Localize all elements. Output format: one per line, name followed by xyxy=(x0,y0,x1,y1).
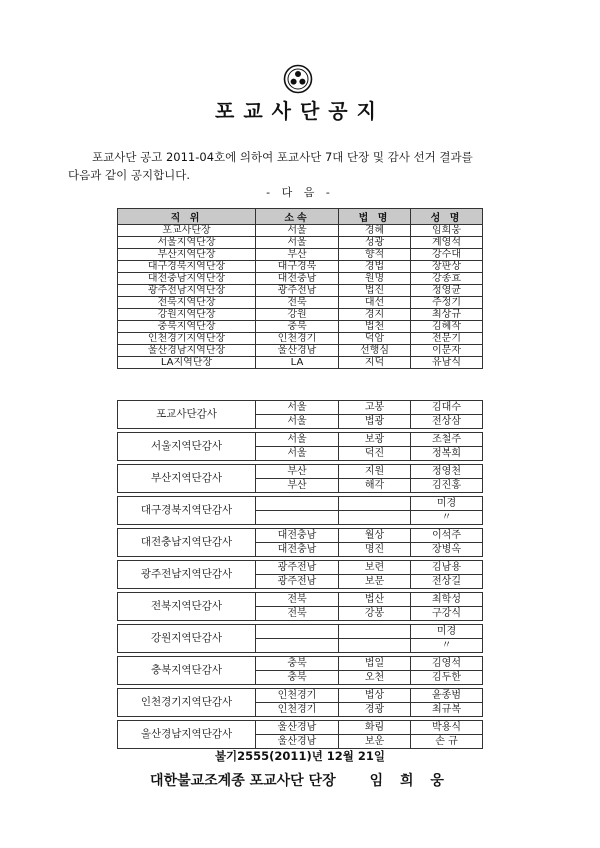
cell-name: 미경 xyxy=(411,497,483,511)
cell-name: 윤종범 xyxy=(411,689,483,703)
header-name: 성 명 xyxy=(411,209,483,225)
cell-name: 김혜작 xyxy=(411,321,483,333)
cell-name: 최규복 xyxy=(411,703,483,717)
cell-name: 미경 xyxy=(411,625,483,639)
cell-dharma-name: 덕암 xyxy=(339,333,411,345)
intro-line-2: 다음과 같이 공지합니다. xyxy=(68,168,191,182)
cell-affiliation: 충북 xyxy=(256,671,339,685)
cell-affiliation: 인천경기 xyxy=(256,689,339,703)
table-row xyxy=(118,593,483,607)
cell-position: 광주전남지역단장 xyxy=(118,285,256,297)
table-row xyxy=(118,721,483,735)
cell-dharma-name: 지덕 xyxy=(339,357,411,369)
cell-affiliation xyxy=(256,639,339,653)
cell-affiliation: 전북 xyxy=(256,593,339,607)
cell-affiliation: 울산경남 xyxy=(256,721,339,735)
cell-dharma-name: 법산 xyxy=(339,593,411,607)
cell-name: 임희웅 xyxy=(411,225,483,237)
cell-affiliation: 전북 xyxy=(256,297,339,309)
cell-name: 조철주 xyxy=(411,433,483,447)
cell-name: 김대수 xyxy=(411,401,483,415)
table-row xyxy=(118,273,483,285)
cell-dharma-name: 보련 xyxy=(339,561,411,575)
cell-position: 광주전남지역단감사 xyxy=(118,561,256,589)
cell-dharma-name: 법천 xyxy=(339,321,411,333)
cell-affiliation: 서울 xyxy=(256,433,339,447)
cell-affiliation xyxy=(256,497,339,511)
cell-affiliation: 인천경기 xyxy=(256,703,339,717)
cell-name: 김진홍 xyxy=(411,479,483,493)
table-row xyxy=(118,285,483,297)
cell-affiliation: 서울 xyxy=(256,447,339,461)
cell-name: 〃 xyxy=(411,639,483,653)
cell-dharma-name: 덕진 xyxy=(339,447,411,461)
cell-affiliation: 대구경북 xyxy=(256,261,339,273)
cell-name: 정영천 xyxy=(411,465,483,479)
auditors-table xyxy=(117,400,483,749)
cell-dharma-name: 보문 xyxy=(339,575,411,589)
cell-dharma-name: 향적 xyxy=(339,249,411,261)
table-row xyxy=(118,225,483,237)
cell-name: 손 규 xyxy=(411,735,483,749)
cell-affiliation: 대전충남 xyxy=(256,273,339,285)
cell-position: 강원지역단감사 xyxy=(118,625,256,653)
table-row xyxy=(118,401,483,415)
cell-name: 이문자 xyxy=(411,345,483,357)
table-row xyxy=(118,465,483,479)
table-row xyxy=(118,497,483,511)
cell-dharma-name xyxy=(339,625,411,639)
signature-org: 대한불교조계종 포교사단 단장 xyxy=(150,773,336,789)
subheading: - 다 음 - xyxy=(266,186,334,199)
cell-name: 전상길 xyxy=(411,575,483,589)
header-affiliation: 소속 xyxy=(256,209,339,225)
cell-position: 대구경북지역단감사 xyxy=(118,497,256,525)
cell-affiliation: LA xyxy=(256,357,339,369)
table-row xyxy=(118,529,483,543)
cell-dharma-name: 월상 xyxy=(339,529,411,543)
cell-affiliation: 부산 xyxy=(256,249,339,261)
cell-name: 김남용 xyxy=(411,561,483,575)
cell-dharma-name: 고봉 xyxy=(339,401,411,415)
cell-position: 충북지역단감사 xyxy=(118,657,256,685)
cell-position: 서울지역단장 xyxy=(118,237,256,249)
table-row xyxy=(118,433,483,447)
cell-dharma-name: 법진 xyxy=(339,285,411,297)
intro-paragraph xyxy=(68,148,538,184)
cell-position: 서울지역단감사 xyxy=(118,433,256,461)
cell-name: 최상규 xyxy=(411,309,483,321)
cell-dharma-name: 화림 xyxy=(339,721,411,735)
leaders-table xyxy=(117,208,483,369)
intro-line-1: 포교사단 공고 2011-04호에 의하여 포교사단 7대 단장 및 감사 선거 결과를 xyxy=(92,150,473,164)
table-row xyxy=(118,561,483,575)
table-row xyxy=(118,297,483,309)
header-position: 직 위 xyxy=(118,209,256,225)
cell-position: LA지역단장 xyxy=(118,357,256,369)
cell-affiliation: 부산 xyxy=(256,465,339,479)
table-row xyxy=(118,657,483,671)
cell-affiliation: 울산경남 xyxy=(256,345,339,357)
cell-position: 부산지역단장 xyxy=(118,249,256,261)
cell-position: 부산지역단감사 xyxy=(118,465,256,493)
cell-name: 정복희 xyxy=(411,447,483,461)
table-row xyxy=(118,345,483,357)
cell-affiliation: 충북 xyxy=(256,321,339,333)
cell-name: 구강식 xyxy=(411,607,483,621)
cell-position: 인천경기지역단감사 xyxy=(118,689,256,717)
cell-affiliation: 인천경기 xyxy=(256,333,339,345)
cell-dharma-name: 법일 xyxy=(339,657,411,671)
cell-affiliation: 광주전남 xyxy=(256,285,339,297)
page-title: 포교사단공지 xyxy=(215,99,385,123)
cell-dharma-name: 법광 xyxy=(339,415,411,429)
cell-affiliation: 전북 xyxy=(256,607,339,621)
dharma-wheel-emblem-icon xyxy=(283,64,313,94)
cell-position: 포교사단감사 xyxy=(118,401,256,429)
cell-position: 대구경북지역단장 xyxy=(118,261,256,273)
cell-dharma-name: 선행심 xyxy=(339,345,411,357)
cell-affiliation: 울산경남 xyxy=(256,735,339,749)
cell-position: 전북지역단장 xyxy=(118,297,256,309)
cell-affiliation: 부산 xyxy=(256,479,339,493)
cell-name: 〃 xyxy=(411,511,483,525)
cell-affiliation: 서울 xyxy=(256,237,339,249)
cell-dharma-name: 강봉 xyxy=(339,607,411,621)
cell-name: 박용식 xyxy=(411,721,483,735)
cell-name: 유남식 xyxy=(411,357,483,369)
header-dharma-name: 법 명 xyxy=(339,209,411,225)
cell-dharma-name xyxy=(339,511,411,525)
cell-name: 계영석 xyxy=(411,237,483,249)
table-row xyxy=(118,321,483,333)
cell-dharma-name: 경광 xyxy=(339,703,411,717)
table-row xyxy=(118,261,483,273)
cell-affiliation: 광주전남 xyxy=(256,561,339,575)
cell-position: 대전충남지역단감사 xyxy=(118,529,256,557)
cell-name: 주정기 xyxy=(411,297,483,309)
table-row xyxy=(118,237,483,249)
cell-dharma-name: 원명 xyxy=(339,273,411,285)
cell-dharma-name: 보운 xyxy=(339,735,411,749)
cell-affiliation: 대전충남 xyxy=(256,543,339,557)
cell-dharma-name: 명진 xyxy=(339,543,411,557)
cell-dharma-name: 해각 xyxy=(339,479,411,493)
signature-line xyxy=(0,770,600,790)
table-row xyxy=(118,357,483,369)
cell-dharma-name: 대선 xyxy=(339,297,411,309)
cell-affiliation: 서울 xyxy=(256,415,339,429)
cell-name: 강종효 xyxy=(411,273,483,285)
cell-affiliation: 강원 xyxy=(256,309,339,321)
cell-name: 전상삼 xyxy=(411,415,483,429)
cell-dharma-name xyxy=(339,497,411,511)
cell-name: 정영균 xyxy=(411,285,483,297)
cell-affiliation xyxy=(256,511,339,525)
table-row xyxy=(118,249,483,261)
table-row xyxy=(118,625,483,639)
cell-dharma-name: 오천 xyxy=(339,671,411,685)
cell-affiliation: 광주전남 xyxy=(256,575,339,589)
cell-dharma-name: 성광 xyxy=(339,237,411,249)
announcement-date: 불기2555(2011)년 12월 21일 xyxy=(214,749,386,763)
cell-dharma-name xyxy=(339,639,411,653)
cell-dharma-name: 경지 xyxy=(339,309,411,321)
cell-position: 강원지역단장 xyxy=(118,309,256,321)
cell-name: 김영석 xyxy=(411,657,483,671)
cell-position: 충북지역단장 xyxy=(118,321,256,333)
signature-name: 임 희 웅 xyxy=(369,773,450,789)
table-header-row xyxy=(118,209,483,225)
cell-dharma-name: 지원 xyxy=(339,465,411,479)
table-row xyxy=(118,689,483,703)
cell-name: 강수대 xyxy=(411,249,483,261)
cell-position: 포교사단장 xyxy=(118,225,256,237)
table-row xyxy=(118,309,483,321)
cell-dharma-name: 경법 xyxy=(339,261,411,273)
cell-affiliation: 충북 xyxy=(256,657,339,671)
cell-affiliation: 대전충남 xyxy=(256,529,339,543)
cell-affiliation: 서울 xyxy=(256,225,339,237)
cell-name: 최학성 xyxy=(411,593,483,607)
cell-dharma-name: 법상 xyxy=(339,689,411,703)
cell-name: 장판상 xyxy=(411,261,483,273)
cell-affiliation xyxy=(256,625,339,639)
cell-position: 울산경남지역단감사 xyxy=(118,721,256,749)
cell-position: 울산경남지역단장 xyxy=(118,345,256,357)
cell-name: 장병옥 xyxy=(411,543,483,557)
cell-position: 전북지역단감사 xyxy=(118,593,256,621)
cell-dharma-name: 보광 xyxy=(339,433,411,447)
cell-name: 전문기 xyxy=(411,333,483,345)
cell-affiliation: 서울 xyxy=(256,401,339,415)
cell-dharma-name: 경혜 xyxy=(339,225,411,237)
cell-name: 이석주 xyxy=(411,529,483,543)
table-row xyxy=(118,333,483,345)
cell-position: 대전충남지역단장 xyxy=(118,273,256,285)
cell-position: 인천경기지역단장 xyxy=(118,333,256,345)
cell-name: 김두한 xyxy=(411,671,483,685)
